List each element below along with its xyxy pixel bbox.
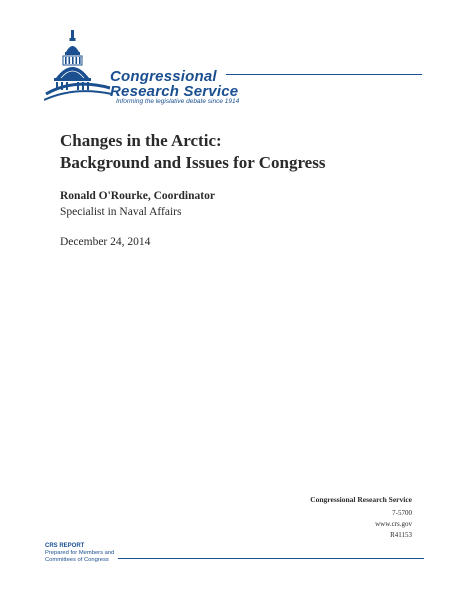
report-title-line1: Changes in the Arctic: <box>60 131 222 150</box>
report-number: R41153 <box>390 531 412 539</box>
report-date: December 24, 2014 <box>60 236 151 248</box>
crs-report-label-line2: Prepared for Members and <box>45 549 115 556</box>
crs-report-label-line1: CRS REPORT <box>45 543 85 549</box>
report-title-line2: Background and Issues for Congress <box>60 153 326 172</box>
report-title <box>60 130 420 174</box>
footer-divider <box>118 558 424 559</box>
brand-name-line2: Research Service <box>110 83 239 100</box>
crs-report-label-line3: Committees of Congress <box>45 556 109 563</box>
brand-name-line1: Congressional <box>110 68 217 85</box>
author-role: Specialist in Naval Affairs <box>60 206 182 218</box>
brand-tagline: Informing the legislative debate since 1914 <box>116 98 240 105</box>
capitol-dome-icon <box>44 28 114 104</box>
author-name: Ronald O'Rourke, Coordinator <box>60 190 215 202</box>
publisher-website: www.crs.gov <box>375 520 412 528</box>
crs-report-label <box>45 543 114 563</box>
crs-logo <box>44 28 444 108</box>
publisher-info <box>310 494 412 541</box>
publisher-code: 7-5700 <box>392 509 412 517</box>
tagline-divider <box>226 74 422 75</box>
publisher-name: Congressional Research Service <box>310 495 412 504</box>
